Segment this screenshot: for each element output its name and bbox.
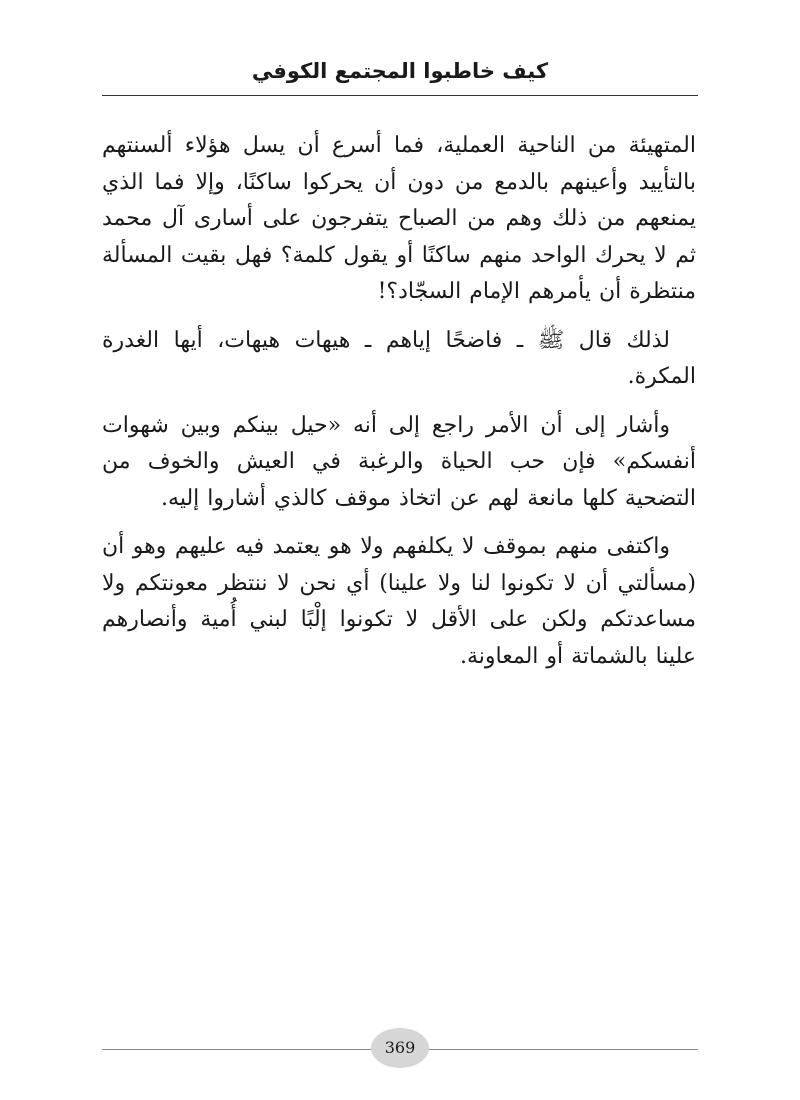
page-footer [102,1028,698,1072]
header-rule [102,95,698,96]
body-text [102,128,696,687]
paragraph-2: لذلك قال ﷺ ـ فاضحًا إياهم ـ هيهات هيهات، أيها الغدرة المكرة. [102,327,696,389]
running-title: كيف خاطبوا المجتمع الكوفي [251,59,549,83]
paragraph-4: واكتفى منهم بموقف لا يكلفهم ولا هو يعتمد فيه عليهم وهو أن (مسألتي أن لا تكونوا لنا ولا علينا) أي نحن لا ننتظر معونتكم ولا مساعدتكم ولكن على الأقل لا تكونوا إلْبًا لبني أُمية وأنصارهم علينا بالشماتة أو المعاونة. [102,534,696,669]
page-number: 369 [371,1028,429,1068]
paragraph-1: المتهيئة من الناحية العملية، فما أسرع أن يسل هؤلاء ألسنتهم بالتأييد وأعينهم بالدمع من دون أن يحركوا ساكنًا، وإلا فما الذي يمنعهم من ذلك وهم من الصباح يتفرجون على أسارى آل محمد ثم لا يحرك الواحد منهم ساكنًا أو يقول كلمة؟ فهل بقيت المسألة منتظرة أن يأمرهم الإمام السجّاد؟! [102,133,696,304]
paragraph-3: وأشار إلى أن الأمر راجع إلى أنه «حيل بينكم وبين شهوات أنفسكم» فإن حب الحياة والرغبة في العيش والخوف من التضحية كلها مانعة لهم عن اتخاذ موقف كالذي أشاروا إليه. [102,412,696,511]
page-header [102,56,698,96]
